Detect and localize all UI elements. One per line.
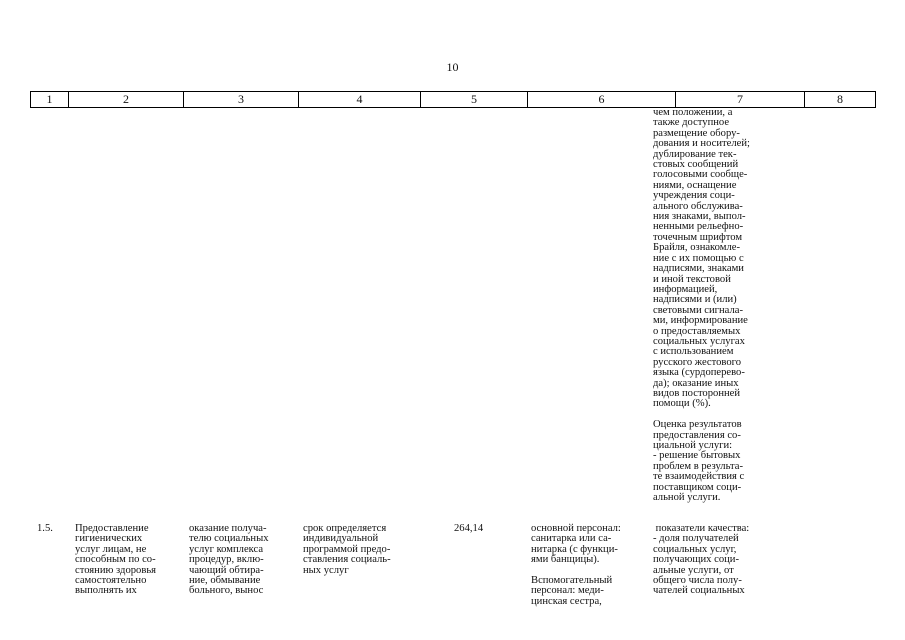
text-line: световыми сигнала-	[653, 304, 743, 316]
service-term-cell	[303, 524, 391, 576]
service-description-cell	[189, 524, 269, 597]
text-line: чателей социальных	[653, 585, 745, 597]
text-line: чающий обтира-	[189, 564, 264, 576]
tariff-cell: 264,14	[454, 523, 484, 534]
text-line: больного, вынос	[189, 585, 264, 597]
text-line: санитарка или са-	[531, 533, 612, 545]
text-line: надписями, знаками	[653, 263, 744, 275]
text-line: размещение обору-	[653, 127, 740, 139]
text-line: оказание получа-	[189, 523, 267, 534]
text-line: русского жестового	[653, 356, 742, 368]
page-number: 10	[446, 60, 459, 74]
text-line: социальных услуг,	[653, 543, 737, 555]
text-line: ями банщицы).	[531, 554, 600, 566]
text-line: поставщиком соци-	[653, 481, 742, 493]
text-line: нитарка (с функци-	[531, 543, 618, 555]
text-line: ние, обмывание	[189, 575, 261, 587]
header-col-2: 2	[69, 92, 184, 107]
text-line: да); оказание иных	[653, 377, 739, 389]
text-line: дования и носителей;	[653, 138, 750, 150]
text-line: услуг лицам, не	[75, 543, 147, 555]
header-col-8: 8	[837, 92, 843, 106]
text-line: показатели качества:	[653, 523, 750, 534]
text-line: индивидуальной	[303, 533, 379, 545]
header-col-4: 4	[299, 92, 421, 107]
text-line: точечным шрифтом	[653, 231, 743, 243]
text-line: - доля получателей	[653, 533, 739, 545]
col7-continuation	[653, 108, 750, 503]
text-line: ми, информирование	[653, 315, 748, 327]
table-header-row	[30, 91, 876, 108]
text-line: ние с их помощью с	[653, 252, 744, 264]
text-line: стовых сообщений	[653, 159, 739, 171]
text-line: те взаимодействия с	[653, 471, 745, 483]
text-line: способным по со-	[75, 554, 156, 566]
text-line: - решение бытовых	[653, 450, 741, 462]
header-col-7: 7	[676, 92, 805, 107]
text-line: Предоставление	[75, 523, 149, 534]
text-line: циальной услуги:	[653, 439, 733, 451]
text-line: телю социальных	[189, 533, 269, 545]
quality-indicators-cell	[653, 524, 749, 597]
text-line: чем положении, а	[653, 107, 733, 118]
header-col-1: 1	[31, 92, 69, 107]
text-line: учреждения соци-	[653, 190, 735, 202]
text-line: ниями, оснащение	[653, 179, 737, 191]
text-line: Вспомогательный	[531, 575, 613, 587]
text-line: получающих соци-	[653, 554, 739, 566]
header-col-3: 3	[184, 92, 299, 107]
text-line: дублирование тек-	[653, 148, 737, 160]
text-line: персонал: меди-	[531, 585, 604, 597]
text-line: и иной текстовой	[653, 273, 731, 285]
text-line: цинская сестра,	[531, 595, 602, 607]
text-line: услуг комплекса	[189, 543, 264, 555]
text-line: языка (сурдоперево-	[653, 367, 745, 379]
text-line: о предоставляемых	[653, 325, 741, 337]
text-line: стоянию здоровья	[75, 564, 157, 576]
text-line: самостоятельно	[75, 575, 147, 587]
row-number: 1.5.	[37, 523, 53, 534]
text-line: с использованием	[653, 346, 734, 358]
text-line: основной персонал:	[531, 523, 621, 534]
text-line: видов посторонней	[653, 387, 741, 399]
text-line: помощи (%).	[653, 398, 711, 410]
text-line: надписями и (или)	[653, 294, 737, 306]
text-line: социальных услугах	[653, 335, 745, 347]
text-line: проблем в результа-	[653, 460, 744, 472]
text-line: альной услуги.	[653, 492, 721, 504]
staff-cell	[531, 524, 621, 607]
text-line: гигиенических	[75, 533, 143, 545]
text-line: голосовыми сообще-	[653, 169, 748, 181]
text-line: выполнять их	[75, 585, 137, 597]
text-line: ненными рельефно-	[653, 221, 744, 233]
text-line: альные услуги, от	[653, 564, 734, 576]
text-line: также доступное	[653, 117, 730, 129]
header-col-6: 6	[528, 92, 676, 107]
text-line: Брайля, ознакомле-	[653, 242, 740, 254]
service-name-cell	[75, 524, 156, 597]
text-line: программой предо-	[303, 543, 391, 555]
text-line: информацией,	[653, 283, 718, 295]
text-line: ального обслужива-	[653, 200, 743, 212]
header-col-5: 5	[421, 92, 528, 107]
text-line: ставления социаль-	[303, 554, 391, 566]
text-line: предоставления со-	[653, 429, 741, 441]
text-line: ных услуг	[303, 564, 349, 576]
text-line: ния знаками, выпол-	[653, 211, 746, 223]
text-line: процедур, вклю-	[189, 554, 264, 566]
text-line: общего числа полу-	[653, 575, 742, 587]
text-line: Оценка результатов	[653, 419, 742, 431]
text-line: срок определяется	[303, 523, 387, 534]
